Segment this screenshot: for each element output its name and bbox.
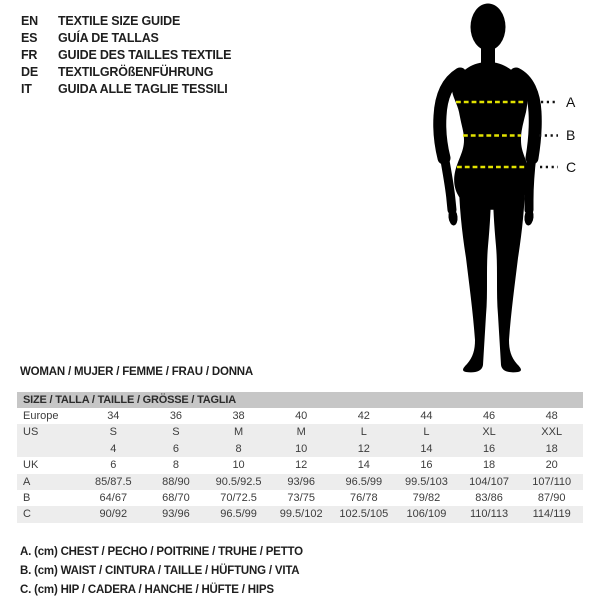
- language-label: GUÍA DE TALLAS: [58, 31, 159, 45]
- size-cell: 12: [357, 442, 370, 455]
- table-row: [17, 506, 583, 522]
- language-label: TEXTILGRÖßENFÜHRUNG: [58, 65, 214, 79]
- size-cell: 38: [232, 410, 245, 422]
- section-heading: WOMAN / MUJER / FEMME / FRAU / DONNA: [20, 366, 254, 378]
- size-cell: 83/86: [475, 491, 503, 504]
- row-label: [17, 441, 82, 457]
- size-cell: 99.5/102: [279, 508, 323, 521]
- figure-left-forearm: [444, 155, 452, 210]
- marker-label-waist: B: [566, 127, 576, 143]
- legend-line: A. (cm) CHEST / PECHO / POITRINE / TRUHE / PETTO: [20, 546, 303, 558]
- size-cell: 79/82: [412, 491, 441, 504]
- size-cell: 12: [295, 459, 308, 472]
- size-cell: 42: [357, 410, 370, 422]
- size-table: [17, 392, 583, 523]
- language-code: DE: [21, 65, 38, 79]
- marker-label-hip: C: [566, 159, 577, 175]
- row-label: C: [23, 508, 31, 521]
- size-cell: M: [296, 426, 306, 439]
- size-cell: 110/113: [469, 508, 509, 521]
- legend-line: B. (cm) WAIST / CINTURA / TAILLE / HÜFTUNG / VITA: [20, 565, 300, 577]
- legend-line: C. (cm) HIP / CADERA / HANCHE / HÜFTE / HIPS: [20, 584, 274, 596]
- row-label: UK: [23, 459, 39, 472]
- table-row: [17, 441, 583, 457]
- size-cell: 34: [107, 410, 120, 422]
- language-label: GUIDE DES TAILLES TEXTILE: [58, 48, 232, 62]
- size-cell: 107/110: [532, 475, 572, 488]
- size-cell: 20: [545, 459, 558, 472]
- language-label: GUIDA ALLE TAGLIE TESSILI: [58, 82, 228, 96]
- language-item: [21, 47, 231, 64]
- size-cell: 70/72.5: [220, 491, 257, 504]
- language-label: TEXTILE SIZE GUIDE: [58, 14, 181, 28]
- size-cell: XL: [482, 426, 496, 439]
- size-cell: 4: [110, 442, 117, 455]
- leader-lines: [539, 102, 558, 167]
- size-cell: 40: [295, 410, 308, 422]
- size-cell: 18: [545, 442, 558, 455]
- size-cell: S: [172, 426, 180, 439]
- size-cell: 85/87.5: [94, 475, 132, 488]
- table-row: [17, 474, 583, 490]
- size-cell: 8: [235, 442, 242, 455]
- language-item: [21, 64, 231, 81]
- size-cell: 96.5/99: [345, 475, 383, 488]
- size-cell: 106/109: [406, 508, 447, 521]
- size-cell: 93/96: [162, 508, 190, 521]
- size-cell: XXL: [541, 426, 563, 439]
- size-cell: S: [109, 426, 117, 439]
- size-cell: 16: [482, 442, 496, 455]
- size-cell: 14: [357, 459, 370, 472]
- size-cell: 76/78: [350, 491, 378, 504]
- size-cell: 6: [110, 459, 117, 472]
- table-row: [17, 424, 583, 440]
- figure-right-leg: [493, 165, 525, 372]
- size-cell: 64/67: [99, 491, 128, 504]
- row-label: B: [23, 491, 31, 504]
- language-code: IT: [21, 82, 32, 96]
- size-cell: 102.5/105: [339, 508, 389, 521]
- table-row: [17, 408, 583, 424]
- row-label: A: [23, 475, 31, 488]
- size-cell: 73/75: [287, 491, 315, 504]
- size-table-header-bar: SIZE / TALLA / TAILLE / GRÖSSE / TAGLIA: [17, 392, 583, 408]
- size-cell: 99.5/103: [405, 475, 448, 488]
- size-cell: 96.5/99: [220, 508, 257, 521]
- figure-left-leg: [459, 165, 491, 372]
- language-list: [21, 13, 231, 98]
- marker-label-chest: A: [566, 94, 576, 110]
- size-cell: 46: [482, 410, 496, 422]
- language-code: EN: [21, 14, 38, 28]
- woman-silhouette-shape: [448, 4, 535, 373]
- language-code: ES: [21, 31, 38, 45]
- language-item: [21, 13, 231, 30]
- size-cell: 90.5/92.5: [215, 475, 262, 488]
- size-cell: 88/90: [162, 475, 190, 488]
- size-table-body: [17, 408, 583, 523]
- language-code: FR: [21, 48, 38, 62]
- size-cell: 16: [420, 459, 433, 472]
- language-item: [21, 81, 231, 98]
- size-cell: 10: [232, 459, 245, 472]
- woman-silhouette: [403, 0, 593, 378]
- measurement-legend: [20, 543, 303, 600]
- table-row: [17, 457, 583, 473]
- size-cell: 90/92: [99, 508, 128, 521]
- size-cell: 68/70: [162, 491, 190, 504]
- size-cell: 44: [420, 410, 433, 422]
- size-cell: L: [423, 426, 430, 439]
- figure-right-forearm: [529, 155, 532, 210]
- size-cell: 18: [482, 459, 496, 472]
- size-cell: M: [233, 426, 244, 439]
- size-cell: 6: [172, 442, 179, 455]
- body-measurement-figure: [403, 0, 600, 378]
- size-cell: 36: [169, 410, 183, 422]
- size-cell: 93/96: [287, 475, 315, 488]
- size-cell: 48: [545, 410, 558, 422]
- size-cell: L: [360, 426, 367, 439]
- size-cell: 10: [295, 442, 308, 455]
- size-cell: 87/90: [537, 491, 566, 504]
- language-item: [21, 30, 231, 47]
- size-cell: 104/107: [469, 475, 509, 488]
- size-cell: 114/119: [532, 508, 571, 521]
- size-cell: 8: [172, 459, 179, 472]
- row-label: US: [23, 426, 39, 439]
- table-row: [17, 490, 583, 506]
- size-cell: 14: [420, 442, 433, 455]
- row-label: Europe: [23, 410, 59, 422]
